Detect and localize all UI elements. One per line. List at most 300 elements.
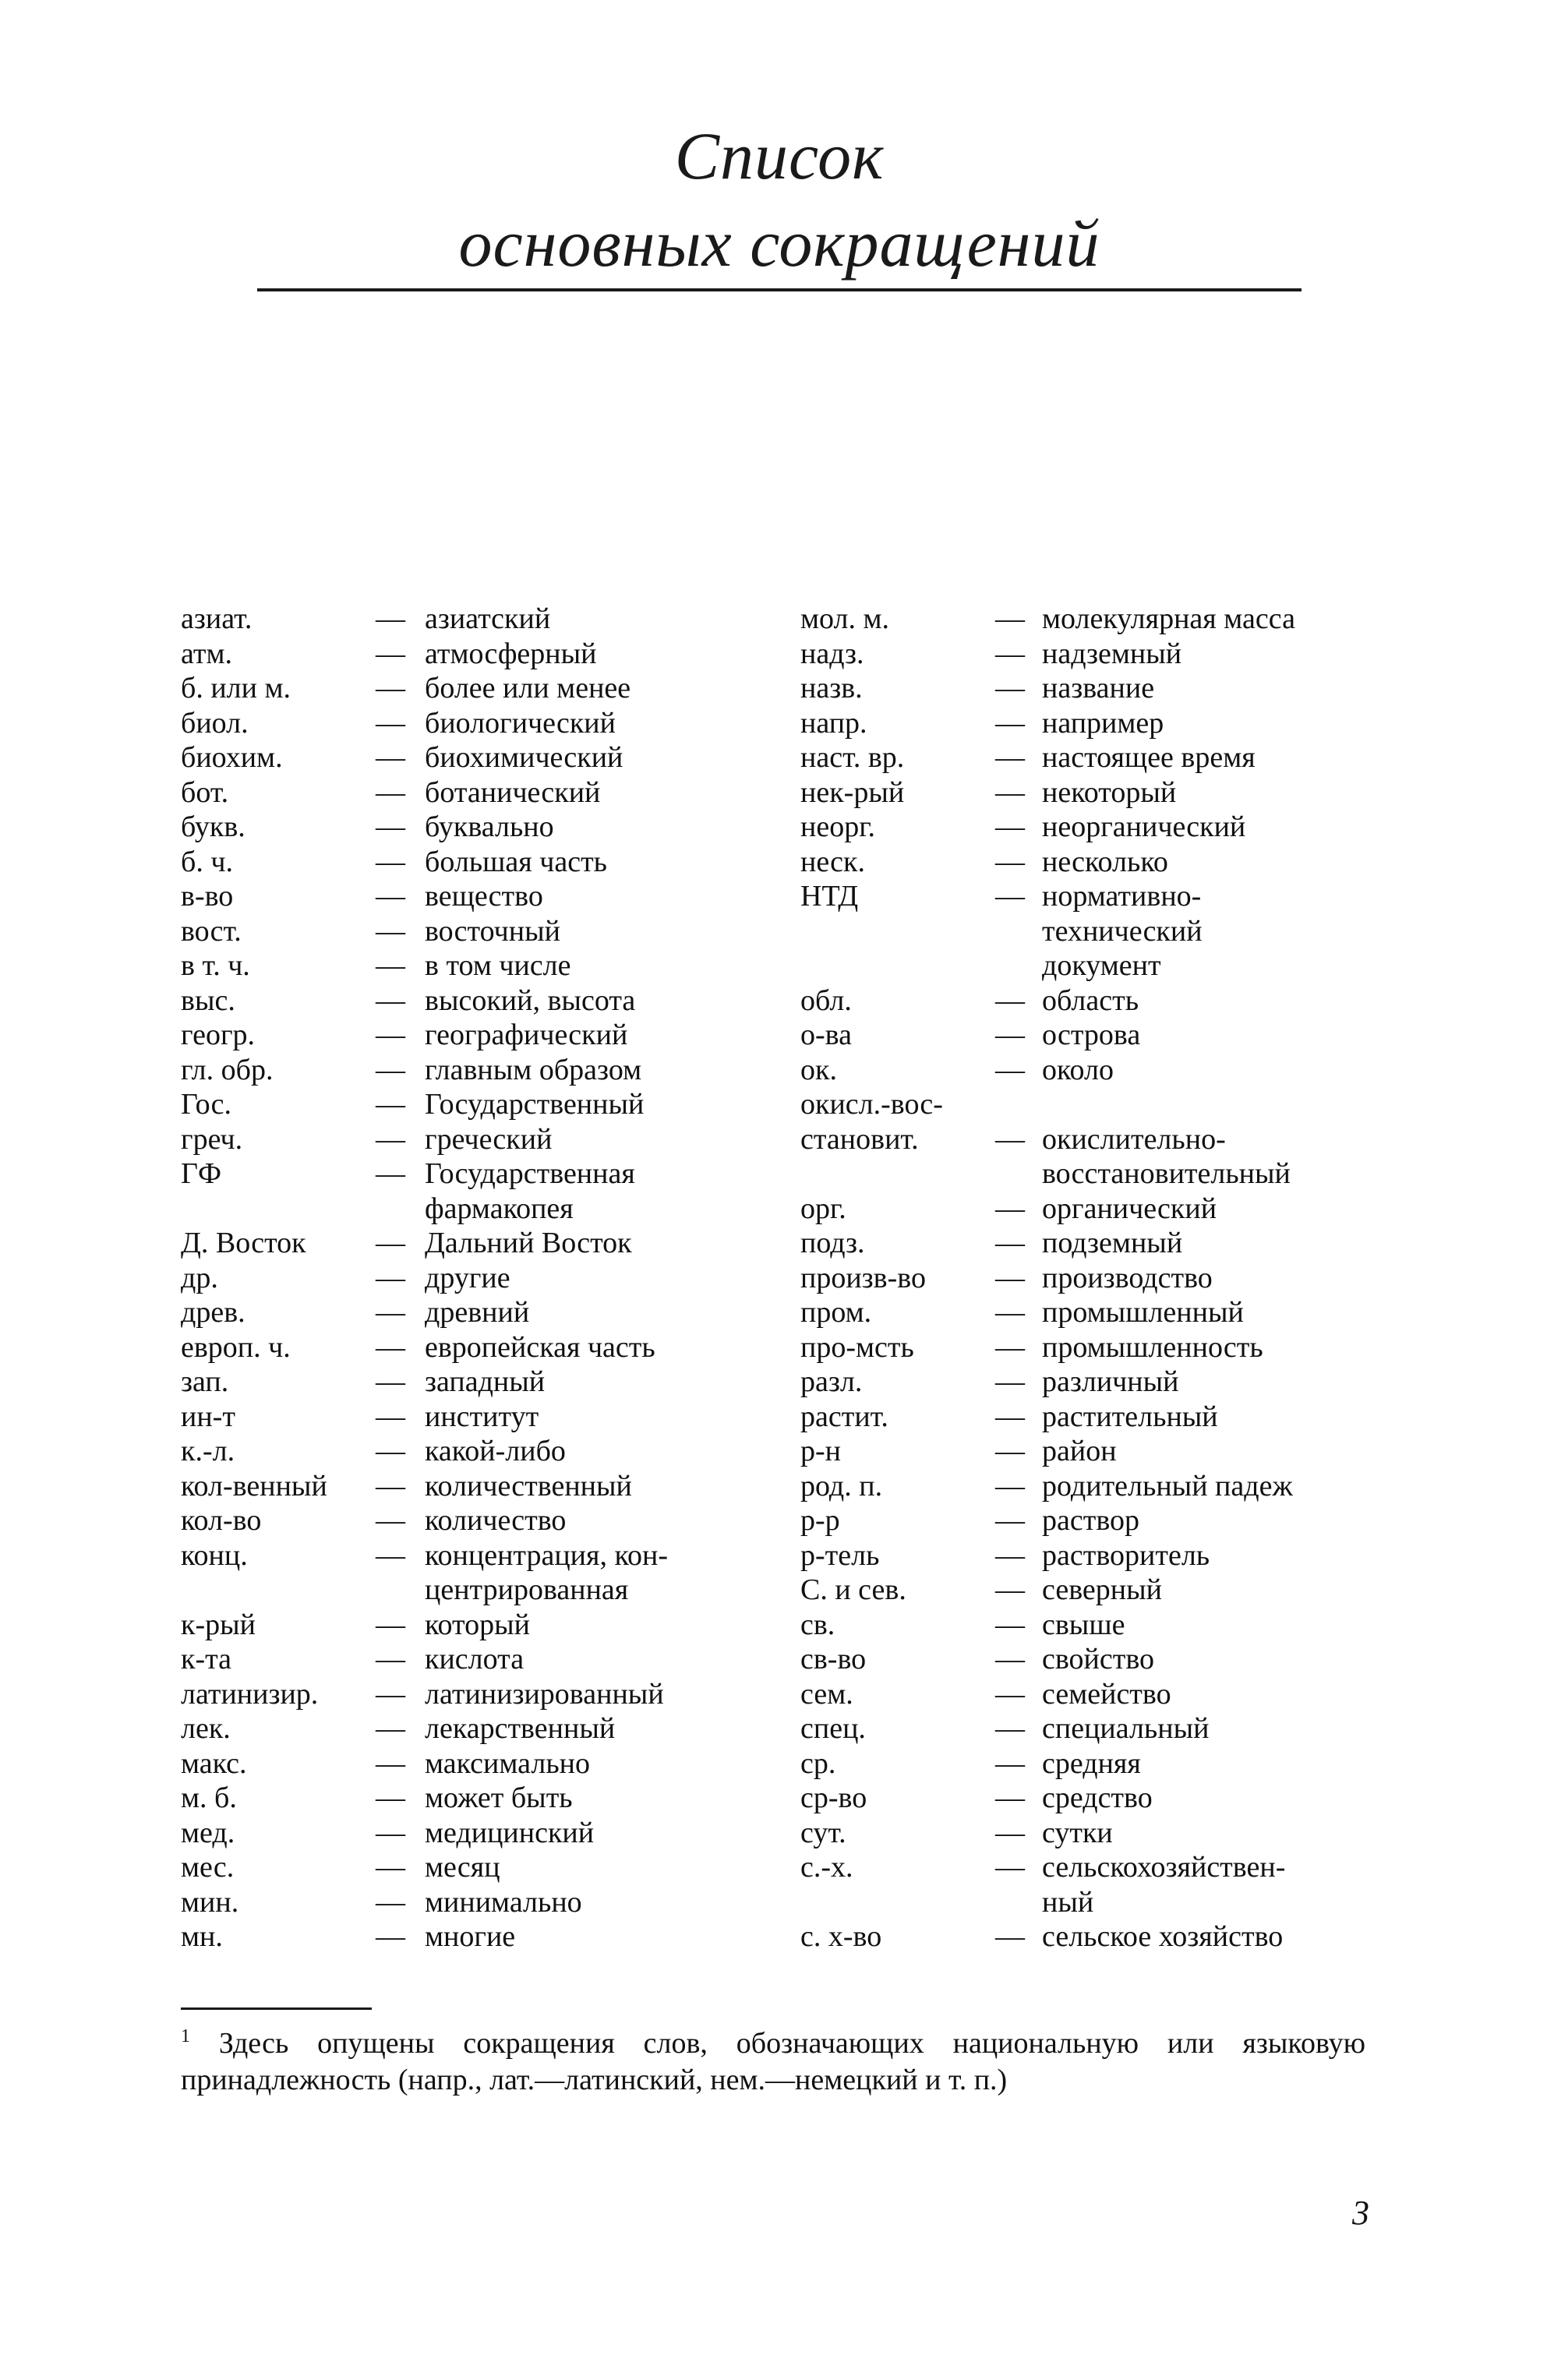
abbreviation-meaning: Государственная bbox=[425, 1157, 635, 1190]
abbreviation-term: кол-венный bbox=[181, 1469, 327, 1503]
abbreviation-dash: — bbox=[376, 1330, 405, 1364]
abbreviation-term: неорг. bbox=[800, 810, 876, 843]
abbreviation-row bbox=[181, 845, 758, 880]
abbreviation-dash: — bbox=[995, 1400, 1025, 1433]
abbreviation-term: НТД bbox=[800, 880, 859, 913]
abbreviation-meaning: ный bbox=[1042, 1885, 1094, 1919]
abbreviation-meaning: лекарственный bbox=[425, 1712, 616, 1745]
abbreviation-meaning: свойство bbox=[1042, 1643, 1155, 1676]
abbreviation-meaning: настоящее время bbox=[1042, 741, 1256, 774]
abbreviation-term: о-ва bbox=[800, 1019, 852, 1051]
abbreviation-meaning: максимально bbox=[425, 1746, 590, 1780]
abbreviation-meaning: греческий bbox=[425, 1122, 553, 1156]
abbreviations-left-column bbox=[181, 602, 758, 1954]
abbreviation-meaning: западный bbox=[425, 1365, 546, 1398]
abbreviation-meaning: вещество bbox=[425, 880, 543, 913]
page-title-line-1: Список bbox=[674, 118, 885, 193]
abbreviation-term: в т. ч. bbox=[181, 949, 250, 982]
abbreviation-meaning: острова bbox=[1042, 1019, 1141, 1051]
abbreviation-dash: — bbox=[995, 1504, 1025, 1537]
abbreviation-dash: — bbox=[995, 1261, 1025, 1294]
abbreviation-dash: — bbox=[995, 810, 1025, 843]
abbreviation-dash: — bbox=[995, 1608, 1025, 1641]
abbreviation-meaning: многие bbox=[425, 1920, 516, 1953]
abbreviation-dash: — bbox=[376, 1746, 405, 1780]
abbreviation-row bbox=[800, 1434, 1377, 1469]
abbreviation-dash: — bbox=[995, 1330, 1025, 1364]
abbreviation-row bbox=[181, 1400, 758, 1435]
abbreviation-meaning: район bbox=[1042, 1435, 1117, 1467]
abbreviation-dash: — bbox=[995, 983, 1025, 1017]
abbreviation-row bbox=[800, 1365, 1377, 1400]
abbreviation-meaning: северный bbox=[1042, 1573, 1162, 1606]
abbreviation-term: нек-рый bbox=[800, 775, 905, 809]
abbreviation-term: ср. bbox=[800, 1746, 836, 1780]
abbreviation-row bbox=[181, 671, 758, 706]
abbreviation-dash: — bbox=[995, 1712, 1025, 1745]
abbreviation-row bbox=[181, 983, 758, 1019]
abbreviation-row bbox=[800, 1053, 1377, 1088]
abbreviation-term: мед. bbox=[181, 1816, 235, 1849]
abbreviation-meaning: промышленный bbox=[1042, 1296, 1244, 1329]
abbreviation-row bbox=[181, 1261, 758, 1296]
abbreviation-meaning: может быть bbox=[425, 1781, 573, 1814]
abbreviation-row bbox=[181, 602, 758, 637]
abbreviation-row bbox=[181, 1226, 758, 1261]
abbreviation-dash: — bbox=[376, 1885, 405, 1919]
abbreviation-dash: — bbox=[376, 637, 405, 670]
abbreviation-row bbox=[800, 1919, 1377, 1954]
abbreviation-dash: — bbox=[995, 1573, 1025, 1606]
abbreviation-dash: — bbox=[376, 1122, 405, 1156]
abbreviation-meaning: несколько bbox=[1042, 845, 1168, 878]
abbreviation-dash: — bbox=[376, 1400, 405, 1433]
abbreviation-dash: — bbox=[995, 1643, 1025, 1676]
abbreviation-term: сем. bbox=[800, 1677, 853, 1711]
abbreviation-term: гл. обр. bbox=[181, 1053, 274, 1086]
abbreviation-row bbox=[181, 810, 758, 845]
abbreviation-dash: — bbox=[376, 1608, 405, 1641]
abbreviation-row bbox=[800, 602, 1377, 637]
abbreviation-dash: — bbox=[376, 1504, 405, 1537]
abbreviation-row bbox=[800, 1192, 1377, 1227]
abbreviation-term: наст. вр. bbox=[800, 741, 905, 774]
abbreviation-dash: — bbox=[376, 1781, 405, 1814]
abbreviation-dash: — bbox=[376, 1538, 405, 1572]
abbreviation-term: кол-во bbox=[181, 1504, 262, 1537]
abbreviation-term: св. bbox=[800, 1608, 835, 1641]
abbreviation-term: атм. bbox=[181, 637, 233, 670]
abbreviation-row bbox=[181, 1330, 758, 1365]
abbreviation-row bbox=[800, 810, 1377, 845]
abbreviation-term: ср-во bbox=[800, 1781, 867, 1814]
abbreviation-dash: — bbox=[376, 672, 405, 704]
abbreviation-meaning: минимально bbox=[425, 1885, 582, 1919]
abbreviation-row bbox=[800, 879, 1377, 914]
abbreviation-dash: — bbox=[995, 1538, 1025, 1572]
abbreviation-term: ин-т bbox=[181, 1400, 235, 1433]
abbreviation-dash: — bbox=[995, 1296, 1025, 1329]
abbreviation-term: мин. bbox=[181, 1885, 239, 1919]
abbreviation-meaning: в том числе bbox=[425, 949, 571, 982]
abbreviation-row bbox=[800, 1226, 1377, 1261]
abbreviation-term: к-та bbox=[181, 1643, 232, 1676]
abbreviation-row bbox=[800, 1538, 1377, 1573]
footnote bbox=[181, 2018, 1365, 2099]
abbreviation-term: б. ч. bbox=[181, 845, 233, 878]
abbreviation-row bbox=[800, 1677, 1377, 1712]
abbreviation-dash: — bbox=[376, 1677, 405, 1711]
abbreviation-row bbox=[800, 1087, 1377, 1122]
abbreviation-dash: — bbox=[995, 1677, 1025, 1711]
abbreviation-dash: — bbox=[376, 1365, 405, 1398]
abbreviation-row bbox=[181, 1746, 758, 1781]
abbreviation-meaning: документ bbox=[1042, 949, 1161, 982]
abbreviation-meaning: большая часть bbox=[425, 845, 608, 878]
abbreviation-term: сут. bbox=[800, 1816, 846, 1849]
abbreviation-dash: — bbox=[376, 1920, 405, 1953]
abbreviation-meaning: около bbox=[1042, 1053, 1114, 1086]
abbreviations-right-column bbox=[800, 602, 1377, 1954]
abbreviation-row bbox=[800, 637, 1377, 672]
abbreviation-meaning: азиатский bbox=[425, 602, 551, 635]
abbreviation-dash: — bbox=[376, 706, 405, 740]
abbreviation-row bbox=[181, 1434, 758, 1469]
abbreviation-dash: — bbox=[995, 1469, 1025, 1503]
footnote-text: Здесь опущены сокращения слов, обозначающих национальную или языковую принадлежность (напр., лат.—латинский, нем.—немецкий и т. п.) bbox=[181, 2027, 1365, 2096]
abbreviation-term: р-н bbox=[800, 1435, 841, 1467]
abbreviation-meaning: другие bbox=[425, 1261, 510, 1294]
abbreviation-meaning: восстановительный bbox=[1042, 1157, 1291, 1190]
abbreviation-dash: — bbox=[995, 1192, 1025, 1225]
abbreviation-term: род. п. bbox=[800, 1469, 883, 1503]
abbreviation-row bbox=[181, 1295, 758, 1330]
abbreviation-dash: — bbox=[376, 914, 405, 948]
abbreviation-meaning: родительный падеж bbox=[1042, 1469, 1293, 1503]
abbreviation-meaning: семейство bbox=[1042, 1677, 1171, 1711]
abbreviation-meaning: специальный bbox=[1042, 1712, 1210, 1745]
abbreviation-term: р-тель bbox=[800, 1538, 880, 1572]
abbreviation-term: мес. bbox=[181, 1851, 235, 1884]
abbreviation-dash: — bbox=[376, 1088, 405, 1121]
abbreviation-term: азиат. bbox=[181, 602, 253, 635]
abbreviation-row bbox=[181, 1850, 758, 1885]
abbreviation-dash: — bbox=[995, 1053, 1025, 1086]
abbreviation-row bbox=[800, 1746, 1377, 1781]
abbreviation-term: неск. bbox=[800, 845, 865, 878]
abbreviation-dash: — bbox=[376, 1816, 405, 1849]
abbreviation-meaning: свыше bbox=[1042, 1608, 1125, 1641]
abbreviation-meaning: подземный bbox=[1042, 1227, 1183, 1259]
abbreviation-term: про-мсть bbox=[800, 1330, 914, 1364]
abbreviation-meaning: более или менее bbox=[425, 672, 631, 704]
abbreviation-term: м. б. bbox=[181, 1781, 237, 1814]
abbreviation-dash: — bbox=[376, 880, 405, 913]
abbreviation-meaning: окислительно- bbox=[1042, 1122, 1226, 1156]
abbreviation-dash: — bbox=[376, 1296, 405, 1329]
title-divider bbox=[257, 288, 1302, 291]
abbreviation-row bbox=[800, 1850, 1377, 1885]
abbreviation-term: окисл.-вос- bbox=[800, 1088, 943, 1121]
abbreviation-row bbox=[800, 1885, 1377, 1920]
abbreviation-row bbox=[800, 1122, 1377, 1157]
abbreviation-term: букв. bbox=[181, 810, 245, 843]
abbreviation-row bbox=[181, 1503, 758, 1538]
abbreviation-term: биол. bbox=[181, 706, 249, 740]
abbreviation-dash: — bbox=[995, 741, 1025, 774]
abbreviation-dash: — bbox=[995, 706, 1025, 740]
abbreviation-dash: — bbox=[376, 983, 405, 1017]
abbreviation-term: макс. bbox=[181, 1746, 247, 1780]
abbreviation-term: ок. bbox=[800, 1053, 837, 1086]
abbreviation-row bbox=[181, 1885, 758, 1920]
abbreviation-row bbox=[181, 1156, 758, 1192]
abbreviation-row bbox=[800, 983, 1377, 1019]
abbreviation-dash: — bbox=[995, 1122, 1025, 1156]
abbreviation-term: к-рый bbox=[181, 1608, 256, 1641]
abbreviation-term: спец. bbox=[800, 1712, 866, 1745]
abbreviation-row bbox=[181, 637, 758, 672]
abbreviation-dash: — bbox=[995, 775, 1025, 809]
abbreviation-meaning: область bbox=[1042, 983, 1139, 1017]
abbreviation-dash: — bbox=[995, 637, 1025, 670]
abbreviation-meaning: биологический bbox=[425, 706, 616, 740]
abbreviation-row bbox=[181, 1053, 758, 1088]
abbreviation-meaning: например bbox=[1042, 706, 1164, 740]
abbreviation-row bbox=[800, 706, 1377, 741]
abbreviation-term: к.-л. bbox=[181, 1435, 235, 1467]
abbreviation-dash: — bbox=[376, 741, 405, 774]
abbreviation-meaning: месяц bbox=[425, 1851, 500, 1884]
abbreviation-meaning: географический bbox=[425, 1019, 628, 1051]
abbreviation-meaning: институт bbox=[425, 1400, 539, 1433]
abbreviation-row bbox=[181, 1573, 758, 1608]
abbreviation-dash: — bbox=[995, 1816, 1025, 1849]
abbreviation-term: древ. bbox=[181, 1296, 245, 1329]
abbreviation-row bbox=[181, 740, 758, 775]
abbreviation-term: с.-х. bbox=[800, 1851, 853, 1884]
abbreviation-term: ГФ bbox=[181, 1157, 221, 1190]
abbreviation-row bbox=[800, 1330, 1377, 1365]
abbreviation-meaning: средняя bbox=[1042, 1746, 1141, 1780]
abbreviation-meaning: древний bbox=[425, 1296, 530, 1329]
abbreviation-dash: — bbox=[995, 1227, 1025, 1259]
abbreviation-meaning: название bbox=[1042, 672, 1155, 704]
page-title-line-2: основных сокращений bbox=[458, 206, 1100, 281]
abbreviation-row bbox=[181, 1365, 758, 1400]
abbreviation-term: обл. bbox=[800, 983, 852, 1017]
abbreviation-row bbox=[181, 1087, 758, 1122]
abbreviation-row bbox=[800, 671, 1377, 706]
abbreviation-term: орг. bbox=[800, 1192, 846, 1225]
abbreviation-meaning: латинизированный bbox=[425, 1677, 664, 1711]
abbreviation-dash: — bbox=[376, 949, 405, 982]
abbreviation-meaning: сутки bbox=[1042, 1816, 1113, 1849]
abbreviation-dash: — bbox=[995, 1851, 1025, 1884]
abbreviation-term: др. bbox=[181, 1261, 218, 1294]
abbreviation-term: выс. bbox=[181, 983, 235, 1017]
abbreviation-term: С. и сев. bbox=[800, 1573, 906, 1606]
abbreviation-dash: — bbox=[995, 1019, 1025, 1051]
abbreviation-term: Д. Восток bbox=[181, 1227, 306, 1259]
abbreviation-row bbox=[181, 1018, 758, 1053]
abbreviation-meaning: высокий, высота bbox=[425, 983, 636, 1017]
abbreviation-dash: — bbox=[995, 602, 1025, 635]
abbreviation-meaning: нормативно- bbox=[1042, 880, 1202, 913]
abbreviation-dash: — bbox=[376, 1227, 405, 1259]
abbreviation-dash: — bbox=[376, 1261, 405, 1294]
abbreviation-meaning: буквально bbox=[425, 810, 554, 843]
abbreviation-meaning: концентрация, кон- bbox=[425, 1538, 669, 1572]
abbreviation-term: вост. bbox=[181, 914, 242, 948]
abbreviation-row bbox=[800, 775, 1377, 810]
abbreviation-meaning: ботанический bbox=[425, 775, 601, 809]
abbreviation-term: конц. bbox=[181, 1538, 248, 1572]
abbreviation-meaning: фармакопея bbox=[425, 1192, 574, 1225]
abbreviation-term: мн. bbox=[181, 1920, 223, 1953]
abbreviation-row bbox=[181, 1608, 758, 1643]
abbreviation-row bbox=[800, 1400, 1377, 1435]
abbreviation-term: биохим. bbox=[181, 741, 283, 774]
abbreviation-meaning: атмосферный bbox=[425, 637, 597, 670]
abbreviation-meaning: количество bbox=[425, 1504, 567, 1537]
abbreviation-term: произв-во bbox=[800, 1261, 926, 1294]
abbreviation-term: Гос. bbox=[181, 1088, 231, 1121]
abbreviation-meaning: промышленность bbox=[1042, 1330, 1263, 1364]
abbreviation-meaning: медицинский bbox=[425, 1816, 595, 1849]
abbreviation-meaning: технический bbox=[1042, 914, 1203, 948]
abbreviation-meaning: молекулярная масса bbox=[1042, 602, 1295, 635]
abbreviation-dash: — bbox=[376, 1469, 405, 1503]
abbreviation-meaning: который bbox=[425, 1608, 531, 1641]
abbreviation-row bbox=[800, 1573, 1377, 1608]
abbreviation-term: с. х-во bbox=[800, 1920, 882, 1953]
abbreviation-row bbox=[800, 1261, 1377, 1296]
abbreviation-row bbox=[181, 1538, 758, 1573]
abbreviation-row bbox=[181, 914, 758, 949]
footnote-marker: 1 bbox=[181, 2026, 190, 2046]
abbreviation-meaning: производство bbox=[1042, 1261, 1213, 1294]
abbreviation-dash: — bbox=[995, 672, 1025, 704]
abbreviation-term: надз. bbox=[800, 637, 864, 670]
abbreviation-row bbox=[800, 1816, 1377, 1851]
abbreviation-meaning: восточный bbox=[425, 914, 560, 948]
abbreviation-term: р-р bbox=[800, 1504, 840, 1537]
abbreviation-term: б. или м. bbox=[181, 672, 291, 704]
abbreviation-term: в-во bbox=[181, 880, 234, 913]
abbreviation-term: латинизир. bbox=[181, 1677, 319, 1711]
abbreviation-term: напр. bbox=[800, 706, 867, 740]
abbreviation-row bbox=[181, 775, 758, 810]
abbreviation-meaning: раствор bbox=[1042, 1504, 1140, 1537]
abbreviation-meaning: некоторый bbox=[1042, 775, 1177, 809]
abbreviation-row bbox=[800, 1469, 1377, 1504]
abbreviation-meaning: надземный bbox=[1042, 637, 1182, 670]
abbreviation-row bbox=[800, 1608, 1377, 1643]
abbreviation-dash: — bbox=[376, 1157, 405, 1190]
abbreviation-row bbox=[181, 706, 758, 741]
abbreviation-row bbox=[800, 740, 1377, 775]
abbreviation-term: геогр. bbox=[181, 1019, 256, 1051]
abbreviation-row bbox=[181, 1677, 758, 1712]
abbreviation-term: становит. bbox=[800, 1122, 919, 1156]
abbreviation-dash: — bbox=[376, 1851, 405, 1884]
abbreviation-row bbox=[800, 1295, 1377, 1330]
abbreviation-row bbox=[800, 1711, 1377, 1746]
abbreviation-dash: — bbox=[376, 1435, 405, 1467]
abbreviation-meaning: главным образом bbox=[425, 1053, 642, 1086]
abbreviation-dash: — bbox=[376, 775, 405, 809]
abbreviation-row bbox=[800, 948, 1377, 983]
abbreviation-term: европ. ч. bbox=[181, 1330, 291, 1364]
abbreviation-term: подз. bbox=[800, 1227, 865, 1259]
abbreviation-meaning: органический bbox=[1042, 1192, 1217, 1225]
abbreviation-meaning: растворитель bbox=[1042, 1538, 1210, 1572]
abbreviation-dash: — bbox=[995, 845, 1025, 878]
abbreviation-meaning: количественный bbox=[425, 1469, 632, 1503]
abbreviation-meaning: биохимический bbox=[425, 741, 623, 774]
abbreviation-row bbox=[181, 948, 758, 983]
abbreviation-row bbox=[181, 1781, 758, 1816]
abbreviation-meaning: различный bbox=[1042, 1365, 1179, 1398]
abbreviation-row bbox=[181, 1816, 758, 1851]
abbreviation-row bbox=[800, 1642, 1377, 1677]
abbreviation-dash: — bbox=[995, 880, 1025, 913]
abbreviation-meaning: растительный bbox=[1042, 1400, 1218, 1433]
abbreviation-dash: — bbox=[995, 1746, 1025, 1780]
abbreviation-dash: — bbox=[995, 1435, 1025, 1467]
abbreviation-dash: — bbox=[376, 602, 405, 635]
abbreviation-term: св-во bbox=[800, 1643, 867, 1676]
abbreviation-term: греч. bbox=[181, 1122, 243, 1156]
abbreviation-row bbox=[181, 1192, 758, 1227]
abbreviation-dash: — bbox=[995, 1781, 1025, 1814]
abbreviation-row bbox=[800, 914, 1377, 949]
page-number: 3 bbox=[1352, 2194, 1369, 2232]
abbreviation-term: назв. bbox=[800, 672, 863, 704]
abbreviation-row bbox=[181, 1711, 758, 1746]
abbreviation-row bbox=[181, 1122, 758, 1157]
abbreviation-meaning: сельскохозяйствен- bbox=[1042, 1851, 1286, 1884]
abbreviation-row bbox=[800, 1781, 1377, 1816]
abbreviation-meaning: кислота bbox=[425, 1643, 524, 1676]
abbreviation-row bbox=[800, 845, 1377, 880]
abbreviation-meaning: европейская часть bbox=[425, 1330, 655, 1364]
abbreviation-term: растит. bbox=[800, 1400, 888, 1433]
abbreviation-row bbox=[800, 1018, 1377, 1053]
abbreviation-meaning: какой-либо bbox=[425, 1435, 566, 1467]
abbreviation-dash: — bbox=[995, 1920, 1025, 1953]
abbreviation-row bbox=[181, 1642, 758, 1677]
abbreviation-meaning: Государственный bbox=[425, 1088, 645, 1121]
abbreviation-term: разл. bbox=[800, 1365, 863, 1398]
abbreviation-term: лек. bbox=[181, 1712, 231, 1745]
abbreviation-row bbox=[800, 1503, 1377, 1538]
abbreviation-meaning: средство bbox=[1042, 1781, 1153, 1814]
abbreviation-term: зап. bbox=[181, 1365, 229, 1398]
abbreviation-meaning: Дальний Восток bbox=[425, 1227, 632, 1259]
abbreviation-dash: — bbox=[376, 845, 405, 878]
abbreviation-row bbox=[181, 879, 758, 914]
abbreviation-meaning: неорганический bbox=[1042, 810, 1246, 843]
abbreviation-term: мол. м. bbox=[800, 602, 890, 635]
abbreviation-dash: — bbox=[376, 1643, 405, 1676]
abbreviation-dash: — bbox=[376, 1712, 405, 1745]
abbreviation-dash: — bbox=[376, 810, 405, 843]
abbreviation-meaning: сельское хозяйство bbox=[1042, 1920, 1284, 1953]
abbreviation-term: бот. bbox=[181, 775, 229, 809]
abbreviation-meaning: центрированная bbox=[425, 1573, 629, 1606]
